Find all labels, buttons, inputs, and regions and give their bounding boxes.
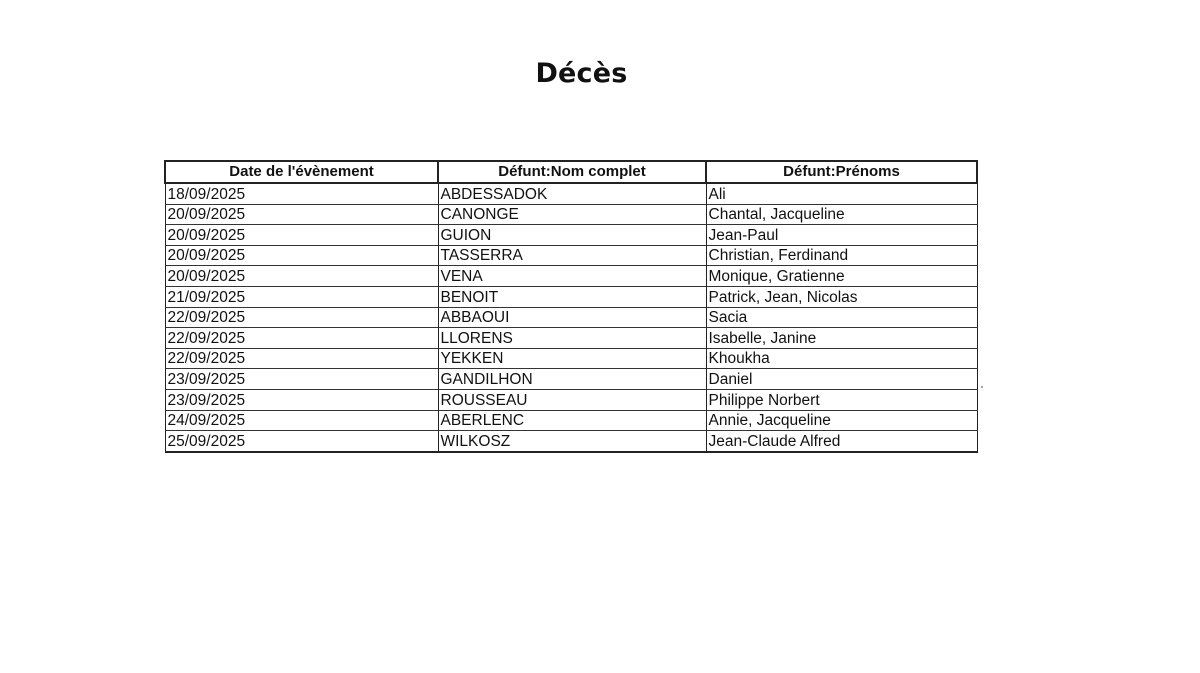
cell-first-names: Patrick, Jean, Nicolas <box>706 286 977 307</box>
cell-full-name: ABBAOUI <box>438 307 706 328</box>
cell-date: 23/09/2025 <box>165 389 438 410</box>
cell-date: 22/09/2025 <box>165 348 438 369</box>
cell-first-names: Annie, Jacqueline <box>706 410 977 431</box>
table-row <box>165 225 977 246</box>
cell-date: 25/09/2025 <box>165 431 438 452</box>
cell-first-names: Khoukha <box>706 348 977 369</box>
cell-full-name: GUION <box>438 225 706 246</box>
table-row <box>165 328 977 349</box>
scan-dust-speck <box>981 386 983 388</box>
cell-date: 20/09/2025 <box>165 204 438 225</box>
cell-full-name: GANDILHON <box>438 369 706 390</box>
death-register-scan <box>164 160 977 453</box>
table-row <box>165 286 977 307</box>
cell-date: 22/09/2025 <box>165 328 438 349</box>
cell-first-names: Daniel <box>706 369 977 390</box>
cell-full-name: VENA <box>438 266 706 287</box>
column-header-first-names: Défunt:Prénoms <box>706 161 977 183</box>
table-row <box>165 348 977 369</box>
column-header-full-name: Défunt:Nom complet <box>438 161 706 183</box>
cell-date: 18/09/2025 <box>165 183 438 204</box>
table-row <box>165 307 977 328</box>
cell-first-names: Jean-Paul <box>706 225 977 246</box>
cell-date: 21/09/2025 <box>165 286 438 307</box>
table-row <box>165 389 977 410</box>
cell-full-name: WILKOSZ <box>438 431 706 452</box>
cell-first-names: Isabelle, Janine <box>706 328 977 349</box>
column-header-date: Date de l'évènement <box>165 161 438 183</box>
cell-first-names: Monique, Gratienne <box>706 266 977 287</box>
cell-date: 20/09/2025 <box>165 266 438 287</box>
cell-full-name: ABERLENC <box>438 410 706 431</box>
table-row <box>165 204 977 225</box>
cell-date: 23/09/2025 <box>165 369 438 390</box>
cell-full-name: ROUSSEAU <box>438 389 706 410</box>
table-row <box>165 431 977 452</box>
cell-full-name: YEKKEN <box>438 348 706 369</box>
cell-first-names: Chantal, Jacqueline <box>706 204 977 225</box>
cell-full-name: LLORENS <box>438 328 706 349</box>
table-row <box>165 266 977 287</box>
cell-date: 24/09/2025 <box>165 410 438 431</box>
death-register-table <box>164 160 978 453</box>
cell-first-names: Sacia <box>706 307 977 328</box>
table-row <box>165 410 977 431</box>
table-row <box>165 369 977 390</box>
cell-date: 20/09/2025 <box>165 245 438 266</box>
page-title: Décès <box>535 58 628 90</box>
cell-date: 20/09/2025 <box>165 225 438 246</box>
cell-full-name: CANONGE <box>438 204 706 225</box>
table-row <box>165 183 977 204</box>
cell-first-names: Jean-Claude Alfred <box>706 431 977 452</box>
cell-first-names: Christian, Ferdinand <box>706 245 977 266</box>
cell-full-name: BENOIT <box>438 286 706 307</box>
cell-date: 22/09/2025 <box>165 307 438 328</box>
table-header-row <box>165 161 977 183</box>
cell-first-names: Philippe Norbert <box>706 389 977 410</box>
cell-full-name: TASSERRA <box>438 245 706 266</box>
cell-first-names: Ali <box>706 183 977 204</box>
cell-full-name: ABDESSADOK <box>438 183 706 204</box>
table-row <box>165 245 977 266</box>
